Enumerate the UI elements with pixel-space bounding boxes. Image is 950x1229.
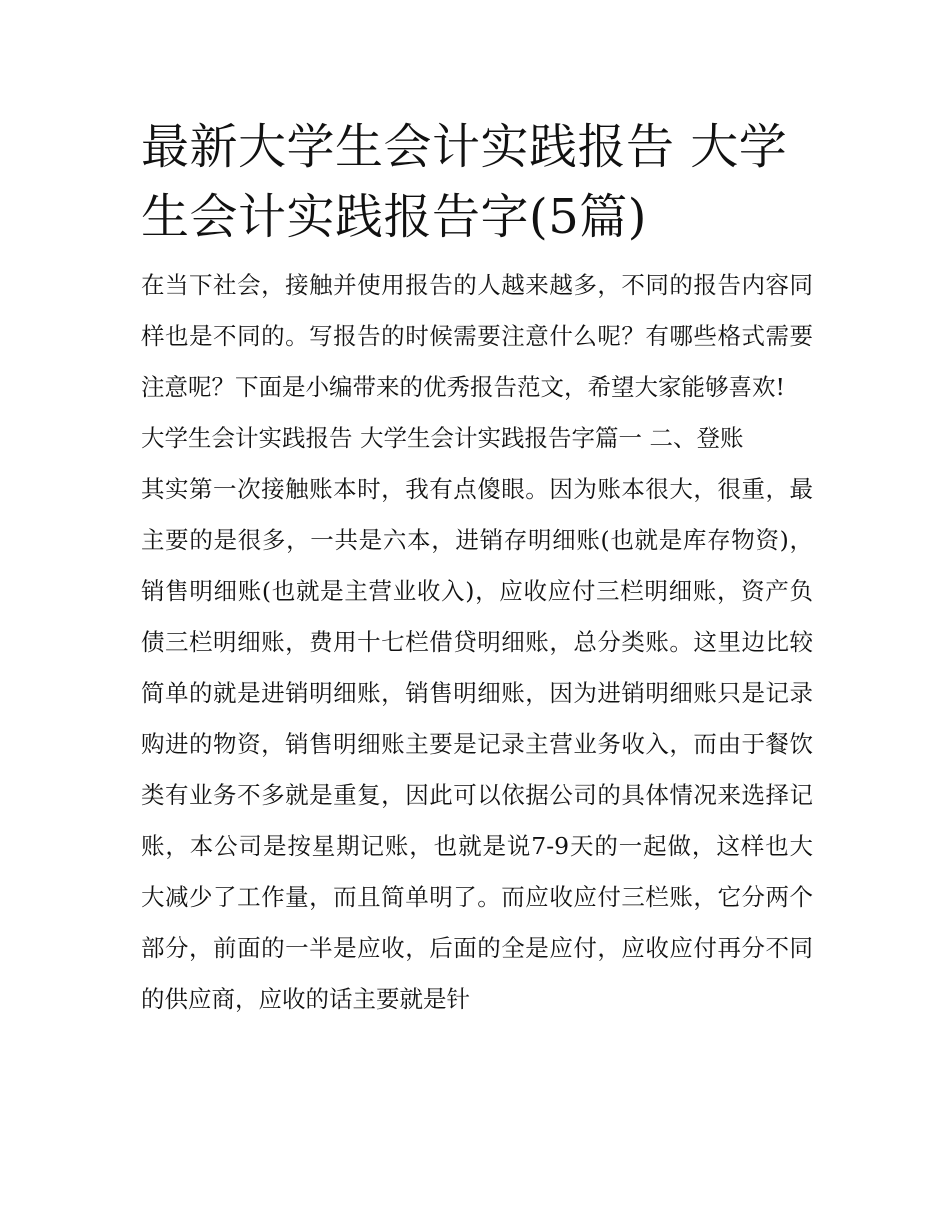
section-heading: 大学生会计实践报告 大学生会计实践报告字篇一 二、登账: [141, 424, 744, 452]
intro-paragraph: 在当下社会，接触并使用报告的人越来越多，不同的报告内容同样也是不同的。写报告的时候需要注意什么呢？有哪些格式需要注意呢？下面是小编带来的优秀报告范文，希望大家能够喜欢!: [141, 271, 813, 401]
document-page: [141, 112, 813, 1025]
document-title: 最新大学生会计实践报告 大学生会计实践报告字(5篇): [141, 119, 788, 245]
body-paragraph: 其实第一次接触账本时，我有点傻眼。因为账本很大，很重，最主要的是很多，一共是六本，进销存明细账(也就是库存物资)，销售明细账(也就是主营业收入)，应收应付三栏明细账，资产负债三栏明细账，费用十七栏借贷明细账，总分类账。这里边比较简单的就是进销明细账，销售明细账，因为进销明细账只是记录购进的物资，销售明细账主要是记录主营业务收入，而由于餐饮类有业务不多就是重复，因此可以依据公司的具体情况来选择记账，本公司是按星期记账，也就是说7-9天的一起做，这样也大大减少了工作量，而且简单明了。而应收应付三栏账，它分两个部分，前面的一半是应收，后面的全是应付，应收应付再分不同的供应商，应收的话主要就是针: [141, 475, 813, 1013]
